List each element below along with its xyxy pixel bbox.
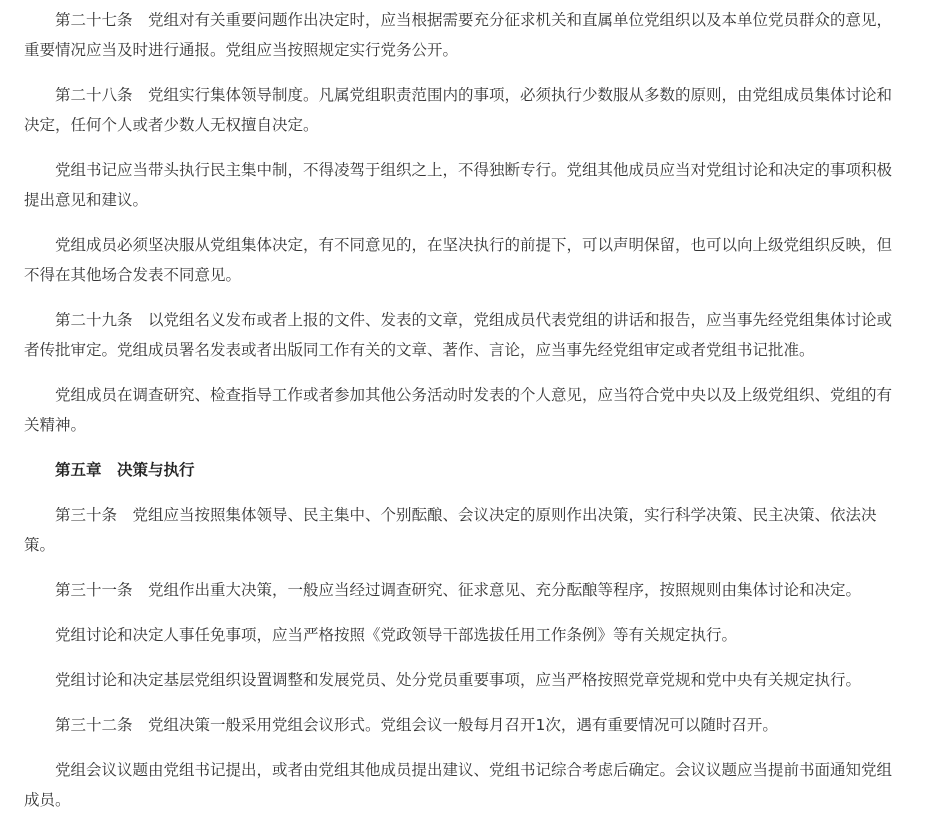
article-31-paragraph: 第三十一条 党组作出重大决策，一般应当经过调查研究、征求意见、充分酝酿等程序，按照规则由集体讨论和决定。 — [55, 581, 862, 599]
meeting-agenda-paragraph: 党组会议议题由党组书记提出，或者由党组其他成员提出建议、党组书记综合考虑后确定。会议议题应当提前书面通知党组成员。 — [24, 761, 893, 809]
member-obedience-paragraph: 党组成员必须坚决服从党组集体决定，有不同意见的，在坚决执行的前提下，可以声明保留，也可以向上级党组织反映，但不得在其他场合发表不同意见。 — [24, 236, 893, 284]
article-30-paragraph: 第三十条 党组应当按照集体领导、民主集中、个别酝酿、会议决定的原则作出决策，实行科学决策、民主决策、依法决策。 — [24, 506, 877, 554]
article-27-paragraph: 第二十七条 党组对有关重要问题作出决定时，应当根据需要充分征求机关和直属单位党组织以及本单位党员群众的意见，重要情况应当及时进行通报。党组应当按照规定实行党务公开。 — [24, 11, 893, 59]
personnel-appointment-paragraph: 党组讨论和决定人事任免事项，应当严格按照《党政领导干部选拔任用工作条例》等有关规定执行。 — [55, 626, 738, 644]
grassroots-organization-paragraph: 党组讨论和决定基层党组织设置调整和发展党员、处分党员重要事项，应当严格按照党章党规和党中央有关规定执行。 — [55, 671, 862, 689]
article-28-paragraph: 第二十八条 党组实行集体领导制度。凡属党组职责范围内的事项，必须执行少数服从多数的原则，由党组成员集体讨论和决定，任何个人或者少数人无权擅自决定。 — [24, 86, 893, 134]
chapter-five-heading: 第五章 决策与执行 — [55, 461, 195, 479]
article-29-paragraph: 第二十九条 以党组名义发布或者上报的文件、发表的文章，党组成员代表党组的讲话和报告，应当事先经党组集体讨论或者传批审定。党组成员署名发表或者出版同工作有关的文章、著作、言论，应当事先经党组审定或者党组书记批准。 — [24, 311, 893, 359]
party-secretary-paragraph: 党组书记应当带头执行民主集中制，不得凌驾于组织之上，不得独断专行。党组其他成员应当对党组讨论和决定的事项积极提出意见和建议。 — [24, 161, 893, 209]
article-32-paragraph: 第三十二条 党组决策一般采用党组会议形式。党组会议一般每月召开1次，遇有重要情况可以随时召开。 — [55, 716, 778, 734]
member-opinion-paragraph: 党组成员在调查研究、检查指导工作或者参加其他公务活动时发表的个人意见，应当符合党中央以及上级党组织、党组的有关精神。 — [24, 386, 893, 434]
